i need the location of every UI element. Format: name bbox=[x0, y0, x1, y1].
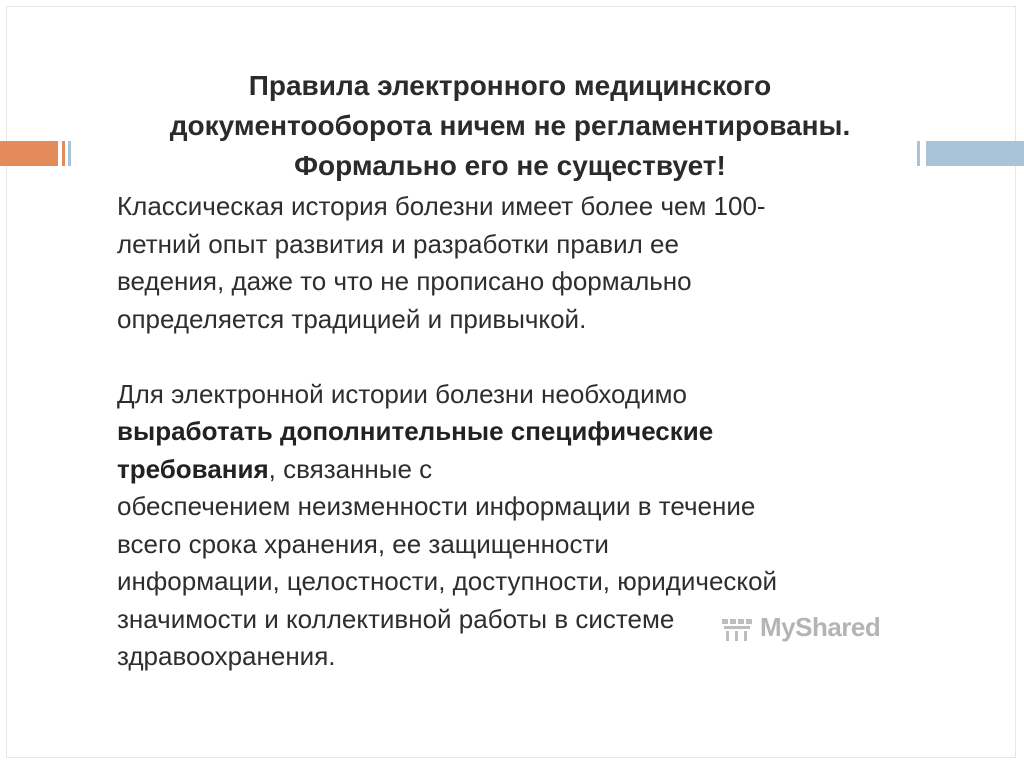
p1-line-3: ведения, даже то что не прописано формально bbox=[117, 266, 692, 296]
p1-line-4: определяется традицией и привычкой. bbox=[117, 303, 587, 334]
title-line-1: Правила электронного медицинского bbox=[248, 70, 772, 101]
p2-bold-2: требования bbox=[117, 453, 269, 484]
p2-line-6: информации, целостности, доступности, юридической bbox=[117, 566, 778, 596]
title-line-2: документооборота ничем не регламентированы. bbox=[169, 110, 851, 141]
p1-line-1: Классическая история болезни имеет более чем 100- bbox=[117, 191, 766, 221]
p2-line-5: всего срока хранения, ее защищенности bbox=[117, 528, 609, 559]
slide-title bbox=[70, 66, 950, 186]
decor-bar-left bbox=[0, 141, 58, 166]
p2-bold-1: выработать дополнительные специфические bbox=[117, 416, 714, 446]
decor-tick-orange bbox=[62, 141, 65, 166]
watermark-text: MyShared bbox=[760, 612, 881, 642]
p2-line-8: здравоохранения. bbox=[117, 641, 336, 671]
myshared-logo-icon bbox=[720, 613, 754, 643]
title-line-3: Формально его не существует! bbox=[294, 150, 726, 181]
paragraph-gap bbox=[117, 338, 937, 376]
p2-line-4: обеспечением неизменности информации в течение bbox=[117, 491, 756, 521]
p2-line-1: Для электронной истории болезни необходимо bbox=[117, 378, 687, 409]
p2-line-7: значимости и коллективной работы в системе bbox=[117, 603, 675, 634]
p1-line-2: летний опыт развития и разработки правил ее bbox=[117, 228, 679, 259]
p2-line-3-rest: , связанные с bbox=[268, 453, 433, 484]
paragraph-classic-history bbox=[117, 188, 937, 338]
slide-body bbox=[117, 188, 937, 676]
myshared-watermark bbox=[720, 612, 880, 643]
